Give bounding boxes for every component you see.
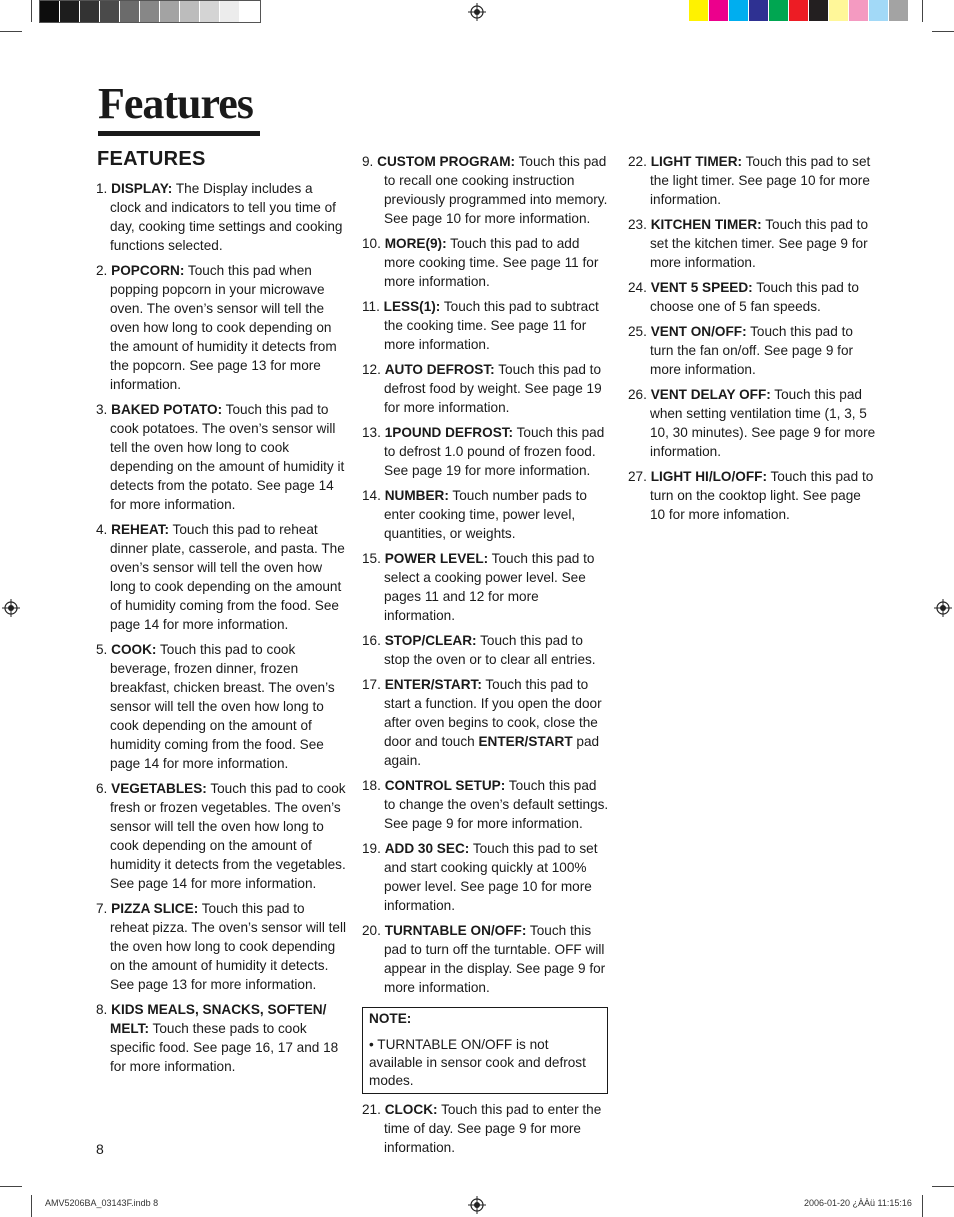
color-swatch (709, 0, 729, 21)
feature-item (362, 297, 610, 354)
feature-number: 8. (96, 1002, 108, 1017)
color-swatch (40, 1, 60, 22)
color-swatch (789, 0, 809, 21)
feature-label: 1POUND DEFROST: (384, 425, 514, 440)
registration-mark-icon (2, 599, 20, 617)
feature-label: POPCORN: (111, 263, 185, 278)
feature-number: 26. (628, 387, 647, 402)
feature-label: LESS(1): (383, 299, 441, 314)
feature-label: LIGHT HI/LO/OFF: (650, 469, 767, 484)
feature-number: 13. (362, 425, 381, 440)
feature-description: Touch this pad to turn on the cooktop light. See page 10 for more infomation. (650, 469, 874, 522)
feature-number: 4. (96, 522, 108, 537)
feature-label: COOK: (111, 642, 157, 657)
feature-item (362, 234, 610, 291)
crop-mark (31, 1195, 32, 1217)
feature-description: Touch this pad to recall one cooking instruction previously programmed into memory. See page 10 for more information. (384, 154, 608, 226)
feature-description: Touch this pad to change the oven’s default settings. See page 9 for more information. (384, 778, 609, 831)
color-swatch (749, 0, 769, 21)
feature-list (628, 152, 878, 524)
feature-inline-bold: ENTER/START (478, 734, 573, 749)
color-swatch (160, 1, 180, 22)
feature-item (96, 261, 346, 394)
grayscale-calibration-bar (39, 0, 261, 23)
color-swatch (809, 0, 829, 21)
feature-item (362, 423, 610, 480)
feature-list (362, 152, 610, 669)
color-swatch (769, 0, 789, 21)
feature-list (96, 179, 346, 1076)
feature-item (96, 1000, 346, 1076)
color-swatch (100, 1, 120, 22)
features-column-1 (96, 150, 346, 1082)
feature-item (96, 400, 346, 514)
file-slug: AMV5206BA_03143F.indb 8 (45, 1198, 159, 1208)
feature-description: The Display includes a clock and indicators to tell you time of day, cooking time settings and cooking functions selected. (110, 181, 343, 253)
feature-description: Touch this pad to set and start cooking quickly at 100% power level. See page 10 for more information. (384, 841, 598, 913)
feature-list (362, 1100, 610, 1157)
feature-label: CLOCK: (384, 1102, 438, 1117)
color-swatch (869, 0, 889, 21)
feature-number: 20. (362, 923, 381, 938)
feature-number: 5. (96, 642, 108, 657)
feature-item (362, 839, 610, 915)
feature-number: 23. (628, 217, 647, 232)
feature-label: LIGHT TIMER: (650, 154, 743, 169)
feature-label: CUSTOM PROGRAM: (377, 154, 516, 169)
feature-description: Touch this pad to turn off the turntable. OFF will appear in the display. See page 9 for more information. (384, 923, 606, 995)
feature-label: AUTO DEFROST: (384, 362, 495, 377)
feature-description: Touch this pad to cook beverage, frozen dinner, frozen breakfast, chicken breast. The oven’s sensor will tell the oven how long to cook depending on the amount of humidity coming from the food. See page 14 for more information. (110, 642, 335, 771)
color-swatch (120, 1, 140, 22)
feature-item (362, 152, 610, 228)
feature-item (362, 776, 610, 833)
feature-label: KIDS MEALS, SNACKS, SOFTEN/ MELT: (110, 1002, 327, 1036)
feature-description: Touch this pad to reheat pizza. The oven’s sensor will tell the oven how long to cook depending on the amount of humidity it detects. See page 13 for more information. (110, 901, 346, 992)
feature-description: Touch this pad to cook potatoes. The oven’s sensor will tell the oven how long to cook depending on the amount of humidity it detects from the potato. See page 14 for more information. (110, 402, 345, 512)
note-text: • TURNTABLE ON/OFF is not available in sensor cook and defrost modes. (369, 1037, 586, 1088)
feature-number: 2. (96, 263, 108, 278)
feature-number: 11. (362, 299, 380, 314)
feature-label: BAKED POTATO: (111, 402, 223, 417)
feature-number: 21. (362, 1102, 381, 1117)
feature-item (362, 360, 610, 417)
features-column-2 (362, 152, 610, 1163)
feature-item (628, 278, 878, 316)
feature-description: Touch this pad when setting ventilation time (1, 3, 5 10, 30 minutes). See page 9 for more information. (650, 387, 876, 459)
section-heading: FEATURES (97, 148, 206, 170)
feature-item (628, 152, 878, 209)
feature-item (96, 779, 346, 893)
feature-number: 6. (96, 781, 108, 796)
print-timestamp: 2006-01-20 ¿ÀÀü 11:15:16 (804, 1198, 912, 1208)
feature-number: 7. (96, 901, 108, 916)
registration-mark-icon (468, 3, 486, 21)
feature-item (362, 675, 610, 770)
feature-label: REHEAT: (111, 522, 170, 537)
feature-number: 25. (628, 324, 647, 339)
feature-description: Touch this pad to choose one of 5 fan speeds. (650, 280, 859, 314)
note-box (362, 1007, 608, 1094)
feature-item (362, 1100, 610, 1157)
feature-description: Touch this pad to start a function. If you open the door after oven begins to cook, close the door and touch (384, 677, 602, 749)
registration-mark-icon (934, 599, 952, 617)
registration-mark-icon (468, 1196, 486, 1214)
feature-description: Touch number pads to enter cooking time, power level, quantities, or weights. (384, 488, 587, 541)
feature-item (362, 549, 610, 625)
feature-label: TURNTABLE ON/OFF: (384, 923, 527, 938)
feature-label: PIZZA SLICE: (111, 901, 199, 916)
feature-description: Touch this pad to set the kitchen timer. See page 9 for more information. (650, 217, 869, 270)
color-swatch (80, 1, 100, 22)
page-number: 8 (96, 1141, 104, 1157)
feature-label: VENT ON/OFF: (650, 324, 747, 339)
feature-number: 9. (362, 154, 374, 169)
feature-number: 3. (96, 402, 108, 417)
feature-label: DISPLAY: (111, 181, 173, 196)
feature-label: CONTROL SETUP: (384, 778, 506, 793)
feature-item (362, 921, 610, 997)
feature-description: Touch this pad to stop the oven or to clear all entries. (384, 633, 596, 667)
feature-label: POWER LEVEL: (384, 551, 489, 566)
feature-description: Touch this pad to add more cooking time. See page 11 for more information. (384, 236, 599, 289)
feature-description: Touch this pad to subtract the cooking time. See page 11 for more information. (384, 299, 599, 352)
feature-number: 12. (362, 362, 381, 377)
note-title: NOTE: (369, 1011, 412, 1026)
feature-label: MORE(9): (384, 236, 447, 251)
feature-item (96, 520, 346, 634)
feature-label: KITCHEN TIMER: (650, 217, 762, 232)
feature-number: 22. (628, 154, 647, 169)
crop-mark (922, 1195, 923, 1217)
feature-item (362, 486, 610, 543)
crop-mark (922, 0, 923, 22)
feature-label: STOP/CLEAR: (384, 633, 477, 648)
feature-number: 15. (362, 551, 381, 566)
color-swatch (889, 0, 909, 21)
feature-number: 14. (362, 488, 381, 503)
feature-description: Touch this pad to select a cooking power level. See pages 11 and 12 for more information. (384, 551, 595, 623)
feature-description: Touch this pad to defrost food by weight. See page 19 for more information. (384, 362, 602, 415)
color-swatch (140, 1, 160, 22)
color-swatch (689, 0, 709, 21)
feature-item (362, 631, 610, 669)
crop-mark (31, 0, 32, 22)
feature-number: 10. (362, 236, 381, 251)
feature-number: 24. (628, 280, 647, 295)
feature-item (96, 179, 346, 255)
feature-description: pad again. (384, 734, 600, 768)
color-swatch (180, 1, 200, 22)
crop-mark (0, 31, 22, 32)
feature-number: 17. (362, 677, 381, 692)
feature-label: VENT DELAY OFF: (650, 387, 771, 402)
color-swatch (200, 1, 220, 22)
feature-number: 19. (362, 841, 381, 856)
feature-label: VEGETABLES: (111, 781, 207, 796)
feature-item (96, 899, 346, 994)
feature-number: 27. (628, 469, 647, 484)
feature-number: 1. (96, 181, 108, 196)
page-title: Features (98, 79, 253, 128)
feature-number: 16. (362, 633, 381, 648)
feature-list (362, 776, 610, 997)
crop-mark (0, 1186, 22, 1187)
color-swatch (849, 0, 869, 21)
feature-description: Touch this pad to set the light timer. See page 10 for more information. (650, 154, 871, 207)
feature-label: VENT 5 SPEED: (650, 280, 753, 295)
color-swatch (729, 0, 749, 21)
feature-description: Touch these pads to cook specific food. See page 16, 17 and 18 for more information. (110, 1021, 339, 1074)
color-swatch (240, 1, 260, 22)
feature-item (628, 322, 878, 379)
feature-label: NUMBER: (384, 488, 449, 503)
feature-item (628, 215, 878, 272)
crop-mark (932, 1186, 954, 1187)
feature-description: Touch this pad to turn the fan on/off. See page 9 for more information. (650, 324, 854, 377)
feature-item (628, 467, 878, 524)
feature-description: Touch this pad to cook fresh or frozen vegetables. The oven’s sensor will tell the oven how long to cook depending on the amount of humidity it detects from the vegetables. See page 14 for more information. (110, 781, 346, 891)
title-underline (98, 131, 260, 136)
feature-item (96, 640, 346, 773)
features-column-3 (628, 152, 878, 530)
feature-description: Touch this pad when popping popcorn in your microwave oven. The oven’s sensor will tell the oven how long to cook depending on the amount of humidity it detects from the popcorn. See page 13 for more information. (110, 263, 337, 392)
feature-description: Touch this pad to reheat dinner plate, casserole, and pasta. The oven’s sensor will tell the oven how long to cook depending on the amount of humidity coming from the food. See page 14 for more information. (110, 522, 345, 632)
feature-label: ADD 30 SEC: (384, 841, 470, 856)
color-calibration-bar (689, 0, 909, 21)
feature-item (628, 385, 878, 461)
color-swatch (829, 0, 849, 21)
feature-description: Touch this pad to defrost 1.0 pound of frozen food. See page 19 for more information. (384, 425, 605, 478)
color-swatch (220, 1, 240, 22)
feature-label: ENTER/START: (384, 677, 482, 692)
feature-description: Touch this pad to enter the time of day. See page 9 for more information. (384, 1102, 602, 1155)
crop-mark (932, 31, 954, 32)
color-swatch (60, 1, 80, 22)
feature-number: 18. (362, 778, 381, 793)
